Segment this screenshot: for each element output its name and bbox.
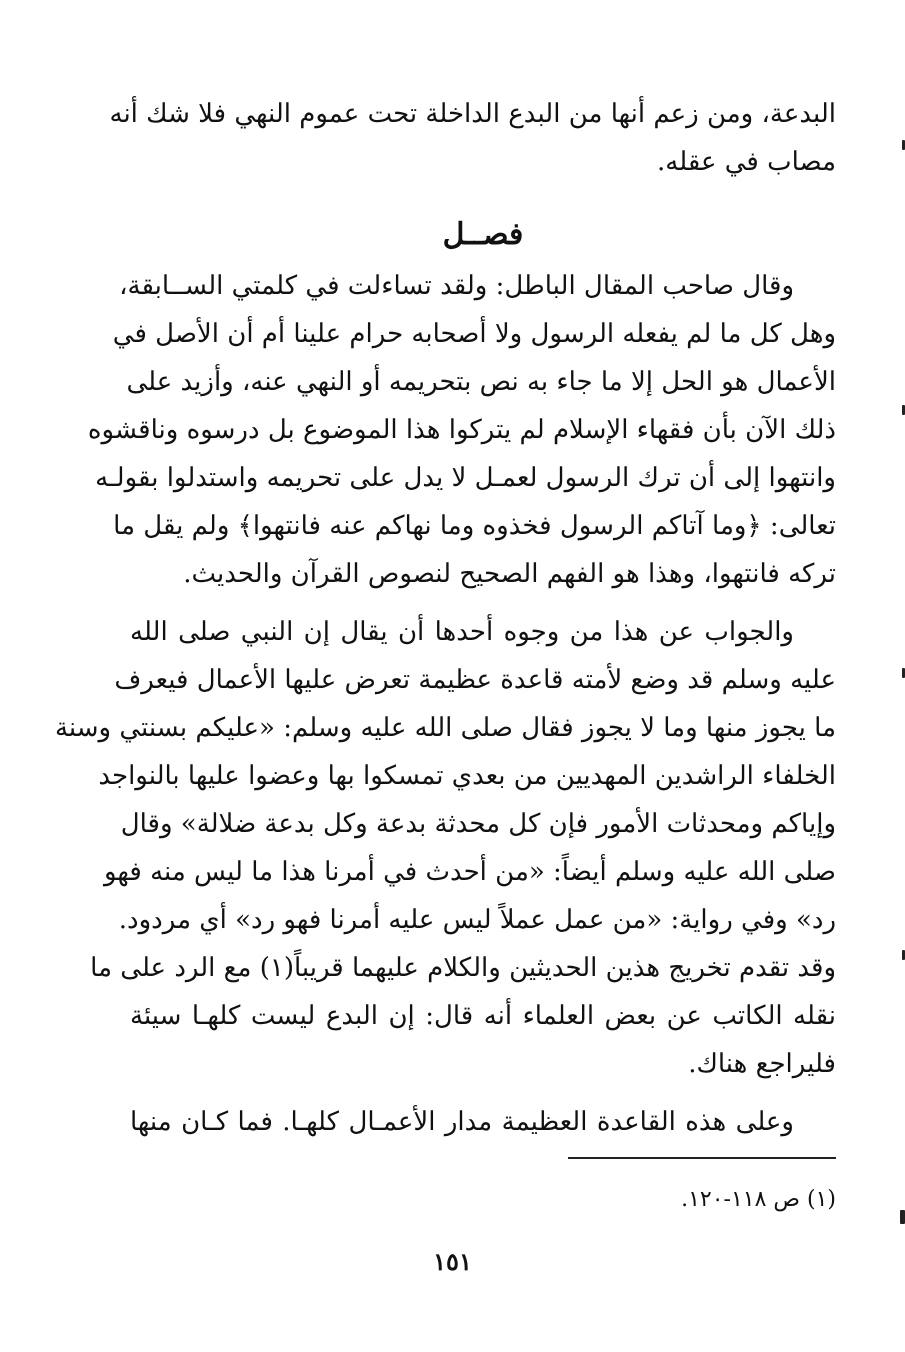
text-line: فليراجع هناك. xyxy=(688,1049,836,1079)
text-line: وانتهوا إلى أن ترك الرسول لعمـل لا يدل على تحريمه واستدلوا بقولـه xyxy=(95,463,836,493)
text-line: مصاب في عقله. xyxy=(657,147,836,177)
page-number: ١٥١ xyxy=(433,1247,472,1276)
text-line: الأعمال هو الحل إلا ما جاء به نص بتحريمه أو النهي عنه، وأزيد على xyxy=(126,367,836,397)
text-line: الخلفاء الراشدين المهديين من بعدي تمسكوا بها وعضوا عليها بالنواجد xyxy=(98,761,836,791)
paragraph-3 xyxy=(130,1098,836,1146)
text-line: وإياكم ومحدثات الأمور فإن كل محدثة بدعة وكل بدعة ضلالة» وقال xyxy=(120,809,836,839)
text-line: والجواب عن هذا من وجوه أحدها أن يقال إن النبي صلى الله xyxy=(130,617,794,647)
section-heading: فصــل xyxy=(442,217,524,252)
text-line: وقال صاحب المقال الباطل: ولقد تساءلت في كلمتي الســابقة، xyxy=(119,271,794,301)
text-line: صلى الله عليه وسلم أيضاً: «من أحدث في أمرنا هذا ما ليس منه فهو xyxy=(103,857,836,887)
top-paragraph xyxy=(109,90,836,186)
text-line: رد» وفي رواية: «من عمل عملاً ليس عليه أمرنا فهو رد» أي مردود. xyxy=(118,905,836,935)
text-line: البدعة، ومن زعم أنها من البدع الداخلة تحت عموم النهي فلا شك أنه xyxy=(109,99,836,129)
scan-edge-mark xyxy=(900,1210,905,1224)
text-line: ما يجوز منها وما لا يجوز فقال صلى الله عليه وسلم: «عليكم بسنتي وسنة xyxy=(54,713,836,743)
footnote-divider xyxy=(568,1157,836,1159)
footnote: (١) ص ١١٨-١٢٠. xyxy=(681,1187,836,1212)
text-line: وهل كل ما لم يفعله الرسول ولا أصحابه حرام علينا أم أن الأصل في xyxy=(112,319,836,349)
paragraph-1 xyxy=(87,262,836,598)
text-line: تركه فانتهوا، وهذا هو الفهم الصحيح لنصوص القرآن والحديث. xyxy=(183,559,836,589)
text-line: وقد تقدم تخريج هذين الحديثين والكلام عليهما قريباً(١) مع الرد على ما xyxy=(90,953,836,983)
text-line: عليه وسلم قد وضع لأمته قاعدة عظيمة تعرض عليها الأعمال فيعرف xyxy=(114,665,836,695)
paragraph-2 xyxy=(54,608,836,1088)
text-line: نقله الكاتب عن بعض العلماء أنه قال: إن البدع ليست كلهـا سيئة xyxy=(130,1001,836,1031)
text-line: وعلى هذه القاعدة العظيمة مدار الأعمـال كلهـا. فما كـان منها xyxy=(130,1107,794,1137)
text-line: تعالى: ﴿وما آتاكم الرسول فخذوه وما نهاكم عنه فانتهوا﴾ ولم يقل ما xyxy=(113,511,836,541)
text-line: ذلك الآن بأن فقهاء الإسلام لم يتركوا هذا الموضوع بل درسوه وناقشوه xyxy=(87,415,836,445)
page-body xyxy=(54,90,836,1156)
